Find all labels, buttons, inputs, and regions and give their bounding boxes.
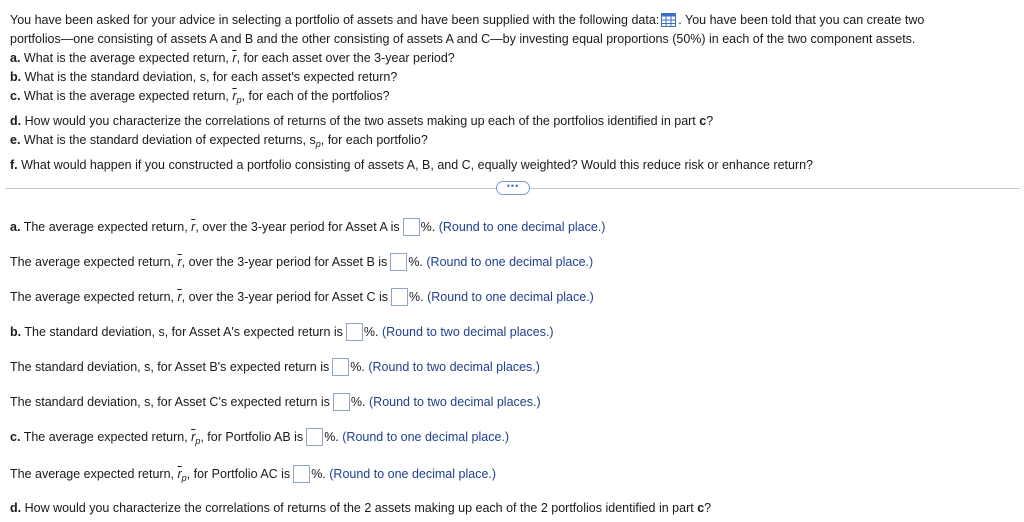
answer-part-label: a. xyxy=(10,220,21,234)
answer-text-2: , over the 3-year period for Asset C is xyxy=(181,290,388,304)
percent-unit: %. xyxy=(420,220,436,234)
answer-input[interactable] xyxy=(306,428,323,446)
portfolio-subscript: p xyxy=(181,473,187,483)
answer-input[interactable] xyxy=(332,358,349,376)
return-variable: $\overline{r}$ xyxy=(177,290,182,304)
answer-input[interactable] xyxy=(403,218,420,236)
answer-text: The average expected return, xyxy=(10,467,174,481)
return-variable: $\overline{r}$ xyxy=(177,255,182,269)
percent-unit: %. xyxy=(350,395,366,409)
question-b: b. What is the standard deviation, s, for each asset's expected return? xyxy=(10,70,398,84)
answer-input[interactable] xyxy=(390,253,407,271)
answer-row xyxy=(10,287,594,307)
question-intro xyxy=(10,11,1010,175)
rounding-hint: (Round to two decimal places.) xyxy=(381,325,554,339)
answer-input[interactable] xyxy=(293,465,310,483)
percent-unit: %. xyxy=(324,430,339,444)
answer-text-2: , over the 3-year period for Asset B is xyxy=(181,255,388,269)
answer-text: The standard deviation, s, for Asset A's expected return is xyxy=(24,325,343,339)
answer-input[interactable] xyxy=(391,288,408,306)
percent-unit: %. xyxy=(409,290,424,304)
answer-row xyxy=(10,392,541,412)
answer-text: The standard deviation, s, for Asset C's expected return is xyxy=(10,395,330,409)
question-f: f. What would happen if you constructed a portfolio consisting of assets A, B, and C, equally weighted? Would this reduce risk or enhance return? xyxy=(10,158,814,172)
rounding-hint: (Round to one decimal place.) xyxy=(427,290,594,304)
percent-unit: %. xyxy=(311,467,326,481)
percent-unit: %. xyxy=(408,255,423,269)
answer-text: The average expected return, xyxy=(23,430,188,444)
percent-unit: %. xyxy=(350,360,365,374)
rounding-hint: (Round to two decimal places.) xyxy=(368,360,540,374)
answer-d-question: d. How would you characterize the correlations of returns of the 2 assets making up each of the 2 portfolios identified in part c? xyxy=(10,501,712,515)
expand-more-button[interactable]: ••• xyxy=(496,181,530,195)
rounding-hint: (Round to one decimal place.) xyxy=(329,467,497,481)
question-e: e. What is the standard deviation of expected returns, $s_p$, for each portfolio? xyxy=(10,133,428,149)
answer-row xyxy=(10,322,554,342)
answer-row xyxy=(10,464,496,488)
data-table-icon[interactable] xyxy=(661,13,676,27)
return-variable: $\overline{r}$ xyxy=(191,220,196,234)
answer-row xyxy=(10,217,605,237)
question-a: a. What is the average expected return, $\overline{r}$, for each asset over the 3-year period? xyxy=(10,51,455,65)
answer-text: The standard deviation, s, for Asset B's expected return is xyxy=(10,360,330,374)
answer-text: The average expected return, xyxy=(23,220,188,234)
rounding-hint: (Round to one decimal place.) xyxy=(426,255,594,269)
question-d: d. How would you characterize the correlations of returns of the two assets making up each of the portfolios identified in part c? xyxy=(10,114,714,128)
intro-line-1: You have been asked for your advice in selecting a portfolio of assets and have been supplied with the following data: . You have been told that you can create two xyxy=(10,13,925,27)
answer-input[interactable] xyxy=(333,393,350,411)
percent-unit: %. xyxy=(363,325,379,339)
answer-text-2: , for Portfolio AB is xyxy=(200,430,304,444)
return-variable: $\overline{r}$ xyxy=(177,467,182,481)
answer-text-2: , for Portfolio AC is xyxy=(186,467,291,481)
question-c: c. What is the average expected return, $\overline{r}_p$, for each of the portfolios? xyxy=(10,89,390,105)
answer-part-label: c. xyxy=(10,430,21,444)
intro-line-2: portfolios—one consisting of assets A and B and the other consisting of assets A and C—by investing equal proportions (50%) in each of the two component assets. xyxy=(10,32,916,46)
rounding-hint: (Round to one decimal place.) xyxy=(342,430,510,444)
answer-row xyxy=(10,252,593,272)
answer-input[interactable] xyxy=(346,323,363,341)
answer-text: The average expected return, xyxy=(10,290,174,304)
answer-row xyxy=(10,357,540,377)
rounding-hint: (Round to two decimal places.) xyxy=(369,395,541,409)
answer-text-2: , over the 3-year period for Asset A is xyxy=(195,220,400,234)
answer-row xyxy=(10,427,509,451)
return-variable: $\overline{r}$ xyxy=(191,430,196,444)
answer-part-label: b. xyxy=(10,325,22,339)
answer-text: The average expected return, xyxy=(10,255,174,269)
portfolio-subscript: p xyxy=(195,436,201,446)
rounding-hint: (Round to one decimal place.) xyxy=(438,220,606,234)
